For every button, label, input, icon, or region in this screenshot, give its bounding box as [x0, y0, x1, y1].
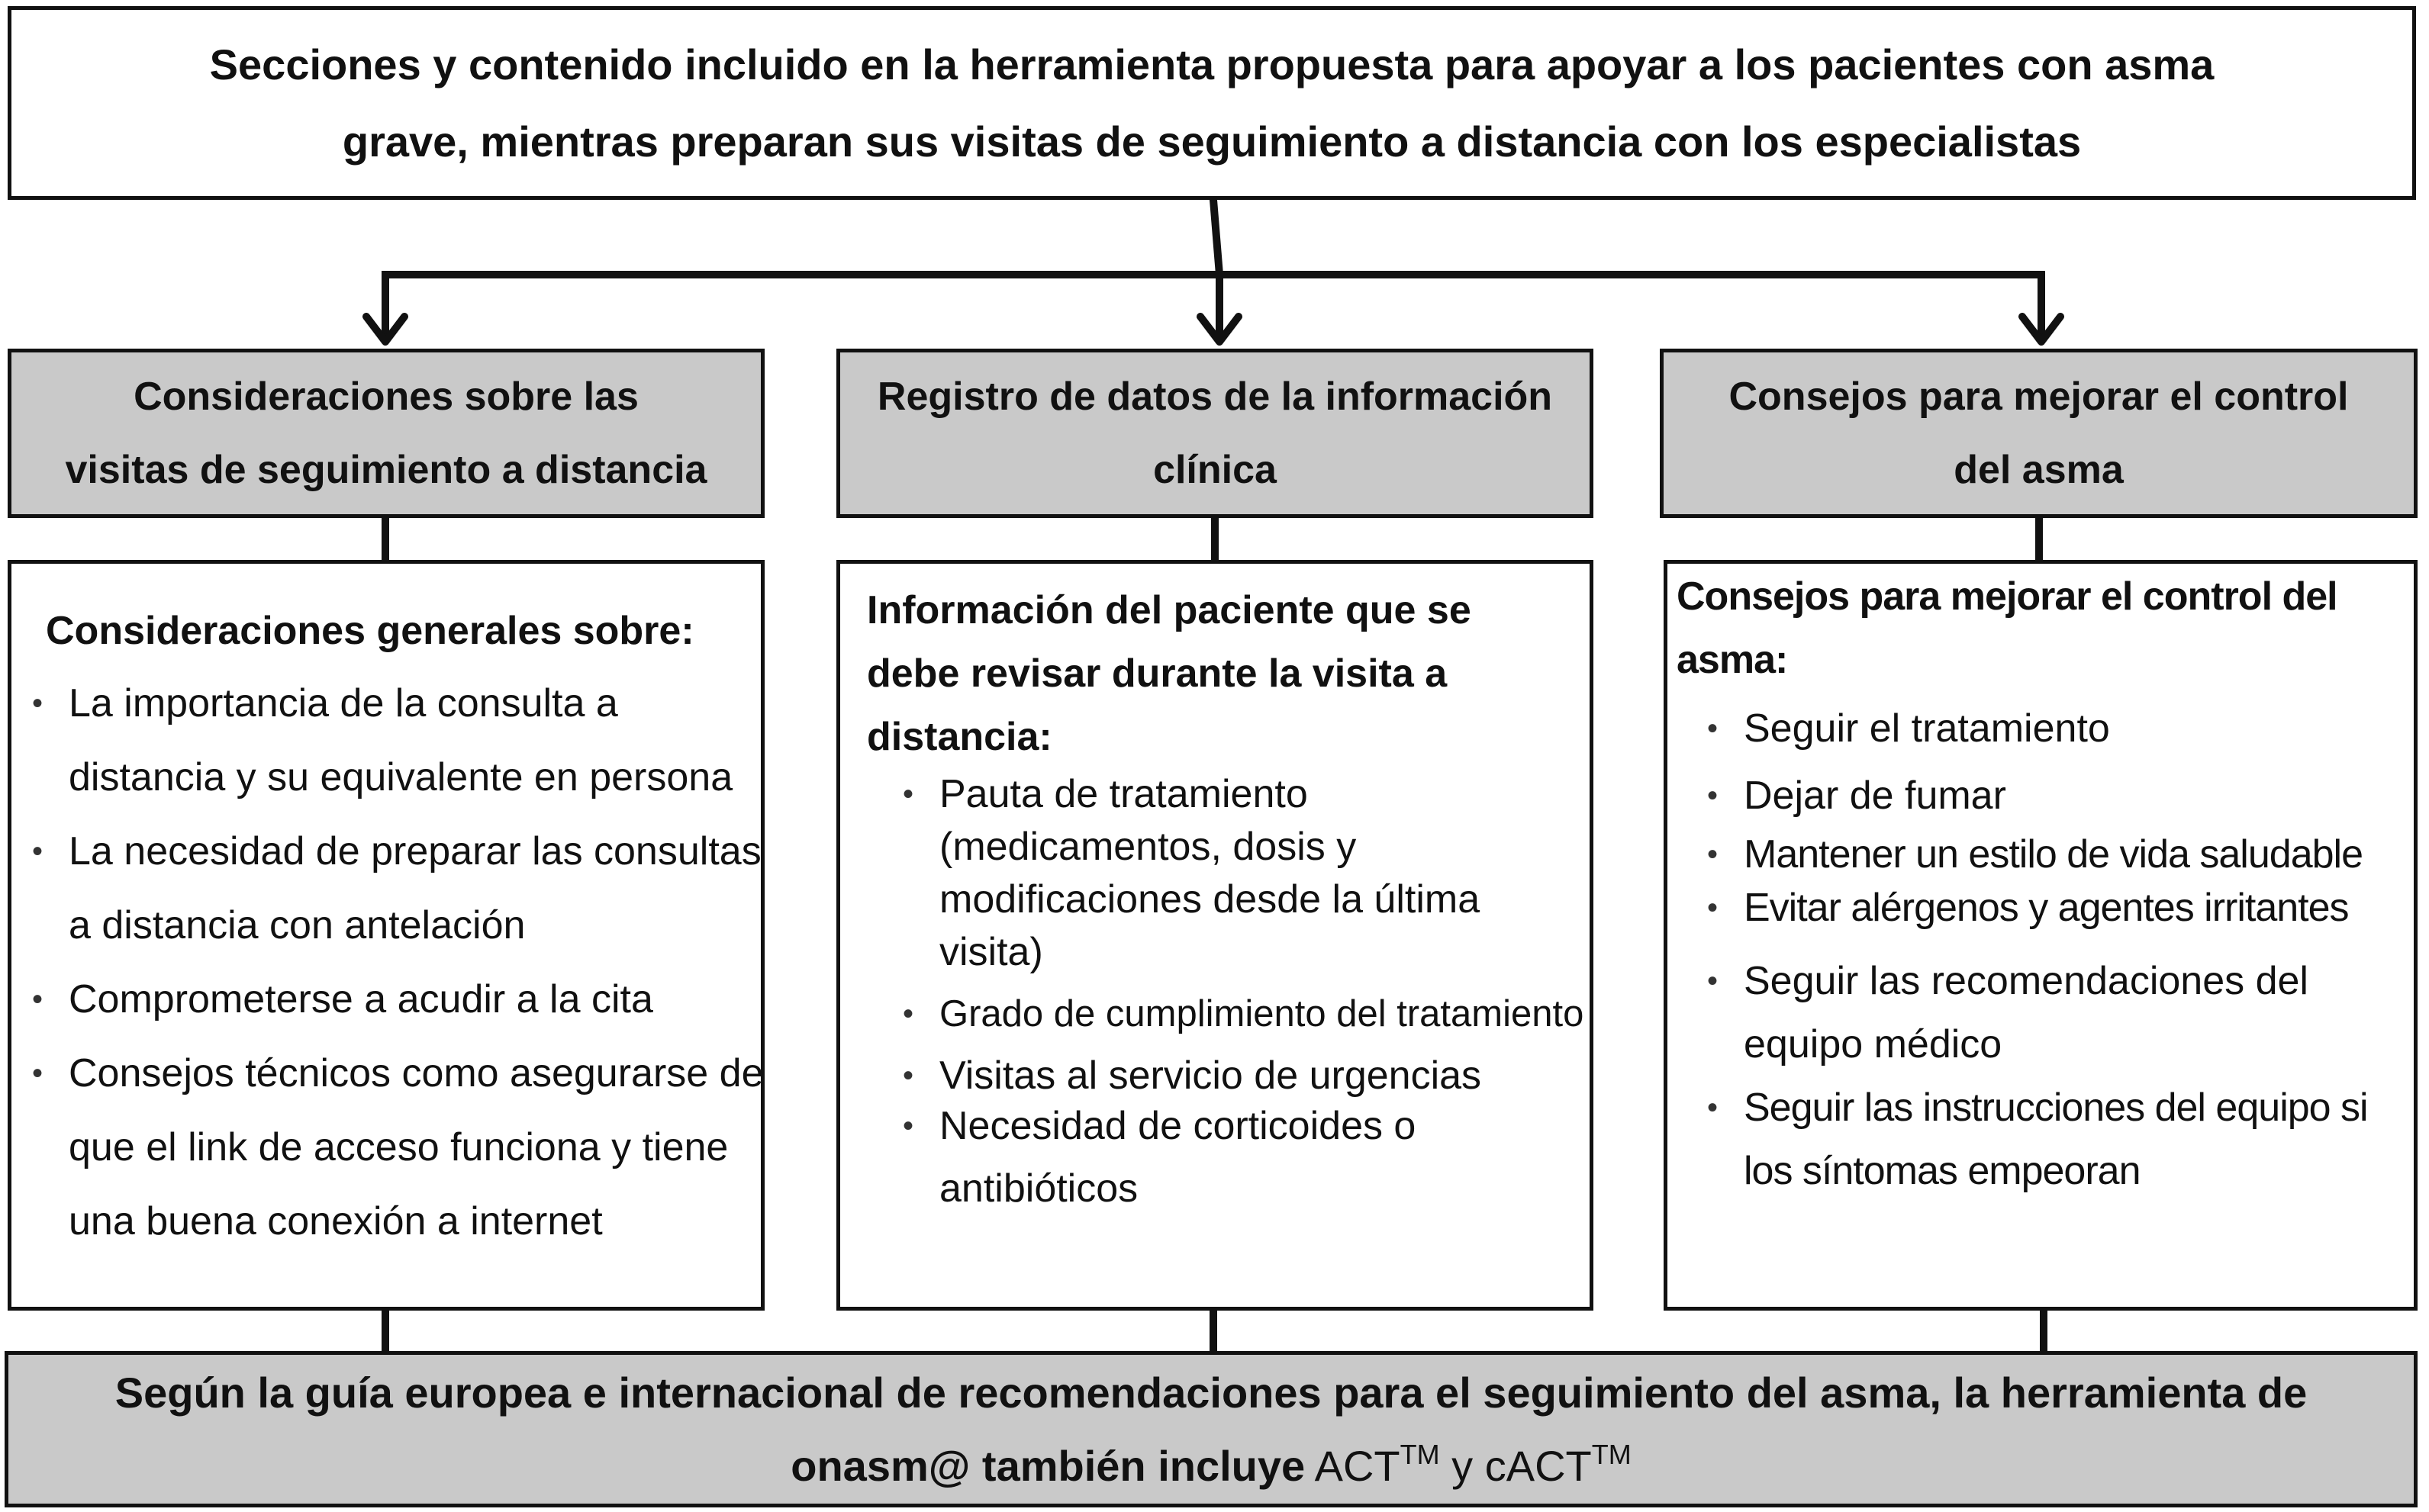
list-item: • Grado de cumplimiento del tratamiento — [939, 988, 1577, 1041]
trunk-line — [1213, 200, 1219, 275]
content-box-asthma-control — [1664, 560, 2418, 1311]
header-line-1: Registro de datos de la información — [877, 375, 1553, 419]
footer-bold-text: onasm@ también incluye — [791, 1441, 1306, 1490]
list-item: • Mantener un estilo de vida saludable — [1744, 828, 2408, 881]
section-header-clinical-data — [836, 349, 1593, 518]
footer-line-1: Según la guía europea e internacional de recomendaciones para el seguimiento del asma, la herramienta de — [114, 1368, 2308, 1417]
content-title: Consideraciones generales sobre: — [46, 609, 694, 653]
content-title: Consejos para mejorar el control del asma: — [1677, 574, 2337, 682]
list-item: • La importancia de la consulta a distancia y su equivalente en persona — [69, 667, 771, 815]
footer-line-2 — [791, 1430, 1631, 1503]
content-box-remote-visits — [8, 560, 765, 1311]
list-item: • Seguir el tratamiento — [1744, 697, 2408, 761]
list-item: • Evitar alérgenos y agentes irritantes — [1744, 881, 2408, 935]
section-header-asthma-control — [1660, 349, 2418, 518]
list-item: • Visitas al servicio de urgencias — [939, 1050, 1577, 1102]
conjunction-text: y — [1451, 1441, 1474, 1490]
list-item: • La necesidad de preparar las consultas a distancia con antelación — [69, 815, 771, 963]
title-line-2: grave, mientras preparan sus visitas de seguimiento a distancia con los especialistas — [342, 117, 2082, 166]
section-header-remote-visits — [8, 349, 765, 518]
content-list — [1744, 697, 2408, 1203]
act-label: ACT — [1314, 1441, 1400, 1490]
list-item: • Consejos técnicos como asegurarse de que el link de acceso funciona y tiene una buena conexión a internet — [69, 1037, 771, 1259]
list-item: • Pauta de tratamiento (medicamentos, dosis y modificaciones desde la última visita) — [939, 768, 1577, 979]
content-title: Información del paciente que se debe revisar durante la visita a distancia: — [867, 588, 1471, 759]
list-item: • Seguir las instrucciones del equipo si los síntomas empeoran — [1744, 1076, 2408, 1203]
cact-label: cACT — [1484, 1441, 1592, 1490]
diagram-title — [8, 6, 2416, 200]
list-item: • Comprometerse a acudir a la cita — [69, 963, 771, 1037]
header-line-2: visitas de seguimiento a distancia — [65, 448, 707, 492]
list-item: • Seguir las recomendaciones del equipo médico — [1744, 950, 2408, 1076]
trademark-mark: TM — [1591, 1438, 1632, 1470]
footer-note — [5, 1351, 2418, 1507]
header-line-2: del asma — [1954, 448, 2124, 492]
list-item: • Necesidad de corticoides o antibióticos — [939, 1095, 1577, 1220]
header-line-1: Consejos para mejorar el control — [1728, 375, 2349, 419]
trademark-mark: TM — [1400, 1438, 1440, 1470]
content-list — [69, 667, 771, 1259]
title-line-1: Secciones y contenido incluido en la herramienta propuesta para apoyar a los pacientes con asma — [209, 40, 2215, 88]
header-line-1: Consideraciones sobre las — [134, 375, 639, 419]
list-item: • Dejar de fumar — [1744, 764, 2408, 828]
content-list — [939, 768, 1584, 1220]
header-line-2: clínica — [1153, 448, 1277, 492]
content-box-clinical-data — [836, 560, 1593, 1311]
